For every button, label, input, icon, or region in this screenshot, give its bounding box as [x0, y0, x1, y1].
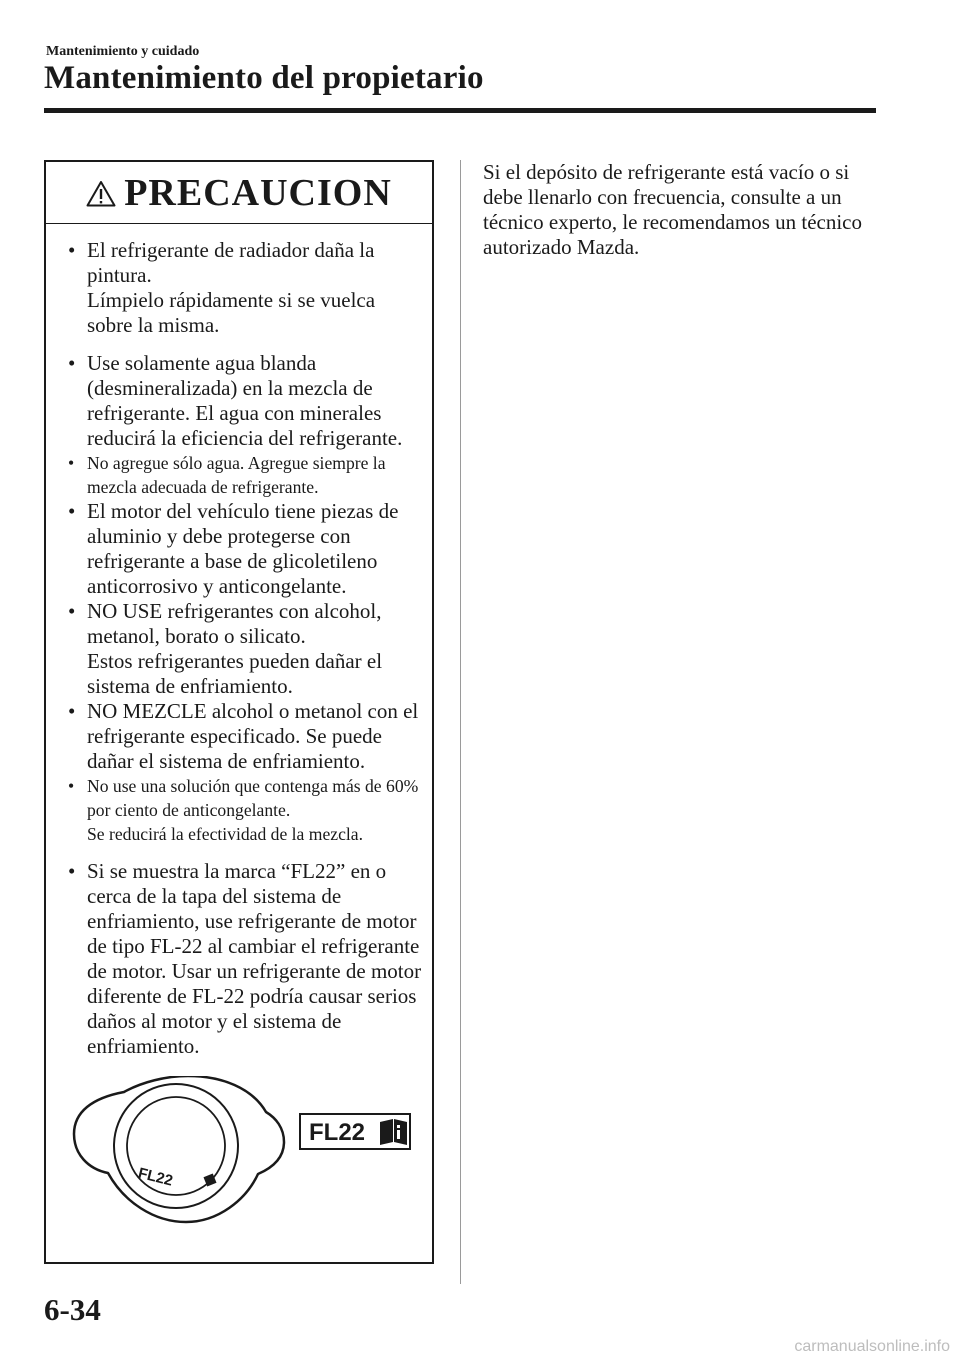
list-item [68, 499, 424, 599]
bullet: • [68, 238, 76, 262]
bullet: • [68, 599, 76, 623]
list-item-text: NO USE refrigerantes con alcohol, metanol, borato o silicato. [87, 599, 382, 648]
list-item-text: No agregue sólo agua. Agregue siempre la mezcla adecuada de refrigerante. [87, 453, 386, 497]
page-title: Mantenimiento del propietario [44, 60, 484, 96]
list-item [68, 451, 424, 499]
fl22-label-text: FL22 [309, 1119, 366, 1146]
caution-list [46, 224, 432, 1059]
list-item [68, 859, 424, 1059]
bullet: • [68, 699, 76, 723]
bullet: • [68, 499, 76, 523]
list-item [68, 599, 424, 699]
cap-mark-text: FL22 [136, 1164, 175, 1190]
list-item-text: Estos refrigerantes pueden dañar el sistema de enfriamiento. [87, 649, 383, 698]
list-item [68, 238, 424, 338]
list-item-text: Use solamente agua blanda (desmineralizada) en la mezcla de refrigerante. El agua con minerales reducirá la eficiencia del refrigerante. [87, 351, 403, 450]
radiator-cap-figure [68, 1076, 418, 1246]
caution-header [46, 162, 432, 224]
list-item-text: NO MEZCLE alcohol o metanol con el refrigerante especificado. Se puede dañar el sistema de enfriamiento. [87, 699, 419, 773]
bullet: • [68, 453, 75, 473]
bullet: • [68, 859, 76, 883]
header-rule [44, 108, 876, 113]
body-paragraph: Si el depósito de refrigerante está vacío o si debe llenarlo con frecuencia, consulte a un técnico experto, le recomendamos un técnico autorizado Mazda. [483, 160, 863, 259]
column-divider [460, 160, 461, 1284]
caution-title: PRECAUCION [124, 171, 392, 214]
warning-triangle-icon [86, 180, 116, 207]
list-item [68, 351, 424, 451]
list-item-text: Se reducirá la efectividad de la mezcla. [87, 824, 363, 844]
bullet: • [68, 776, 75, 796]
list-item-text: Límpielo rápidamente si se vuelca sobre la misma. [87, 288, 376, 337]
list-item [68, 699, 424, 774]
list-item-text: No use una solución que contenga más de 60% por ciento de anticongelante. [87, 776, 419, 820]
list-item-text: El refrigerante de radiador daña la pintura. [87, 238, 375, 287]
list-item-text: El motor del vehículo tiene piezas de aluminio y debe protegerse con refrigerante a base de glicoletileno anticorrosivo y anticongelante. [87, 499, 399, 598]
bullet: • [68, 351, 76, 375]
watermark: carmanualsonline.info [794, 1338, 950, 1355]
list-item [68, 774, 424, 846]
section-heading: Mantenimiento y cuidado [46, 44, 200, 59]
page-number: 6-34 [44, 1292, 101, 1327]
caution-box [44, 160, 434, 1264]
list-item-text: Si se muestra la marca “FL22” en o cerca de la tapa del sistema de enfriamiento, use refrigerante de motor de tipo FL-22 al cambiar el refrigerante de motor. Usar un refrigerante de motor diferente de FL-22 podría causar serios daños al motor y el sistema de enfriamiento. [87, 859, 422, 1058]
